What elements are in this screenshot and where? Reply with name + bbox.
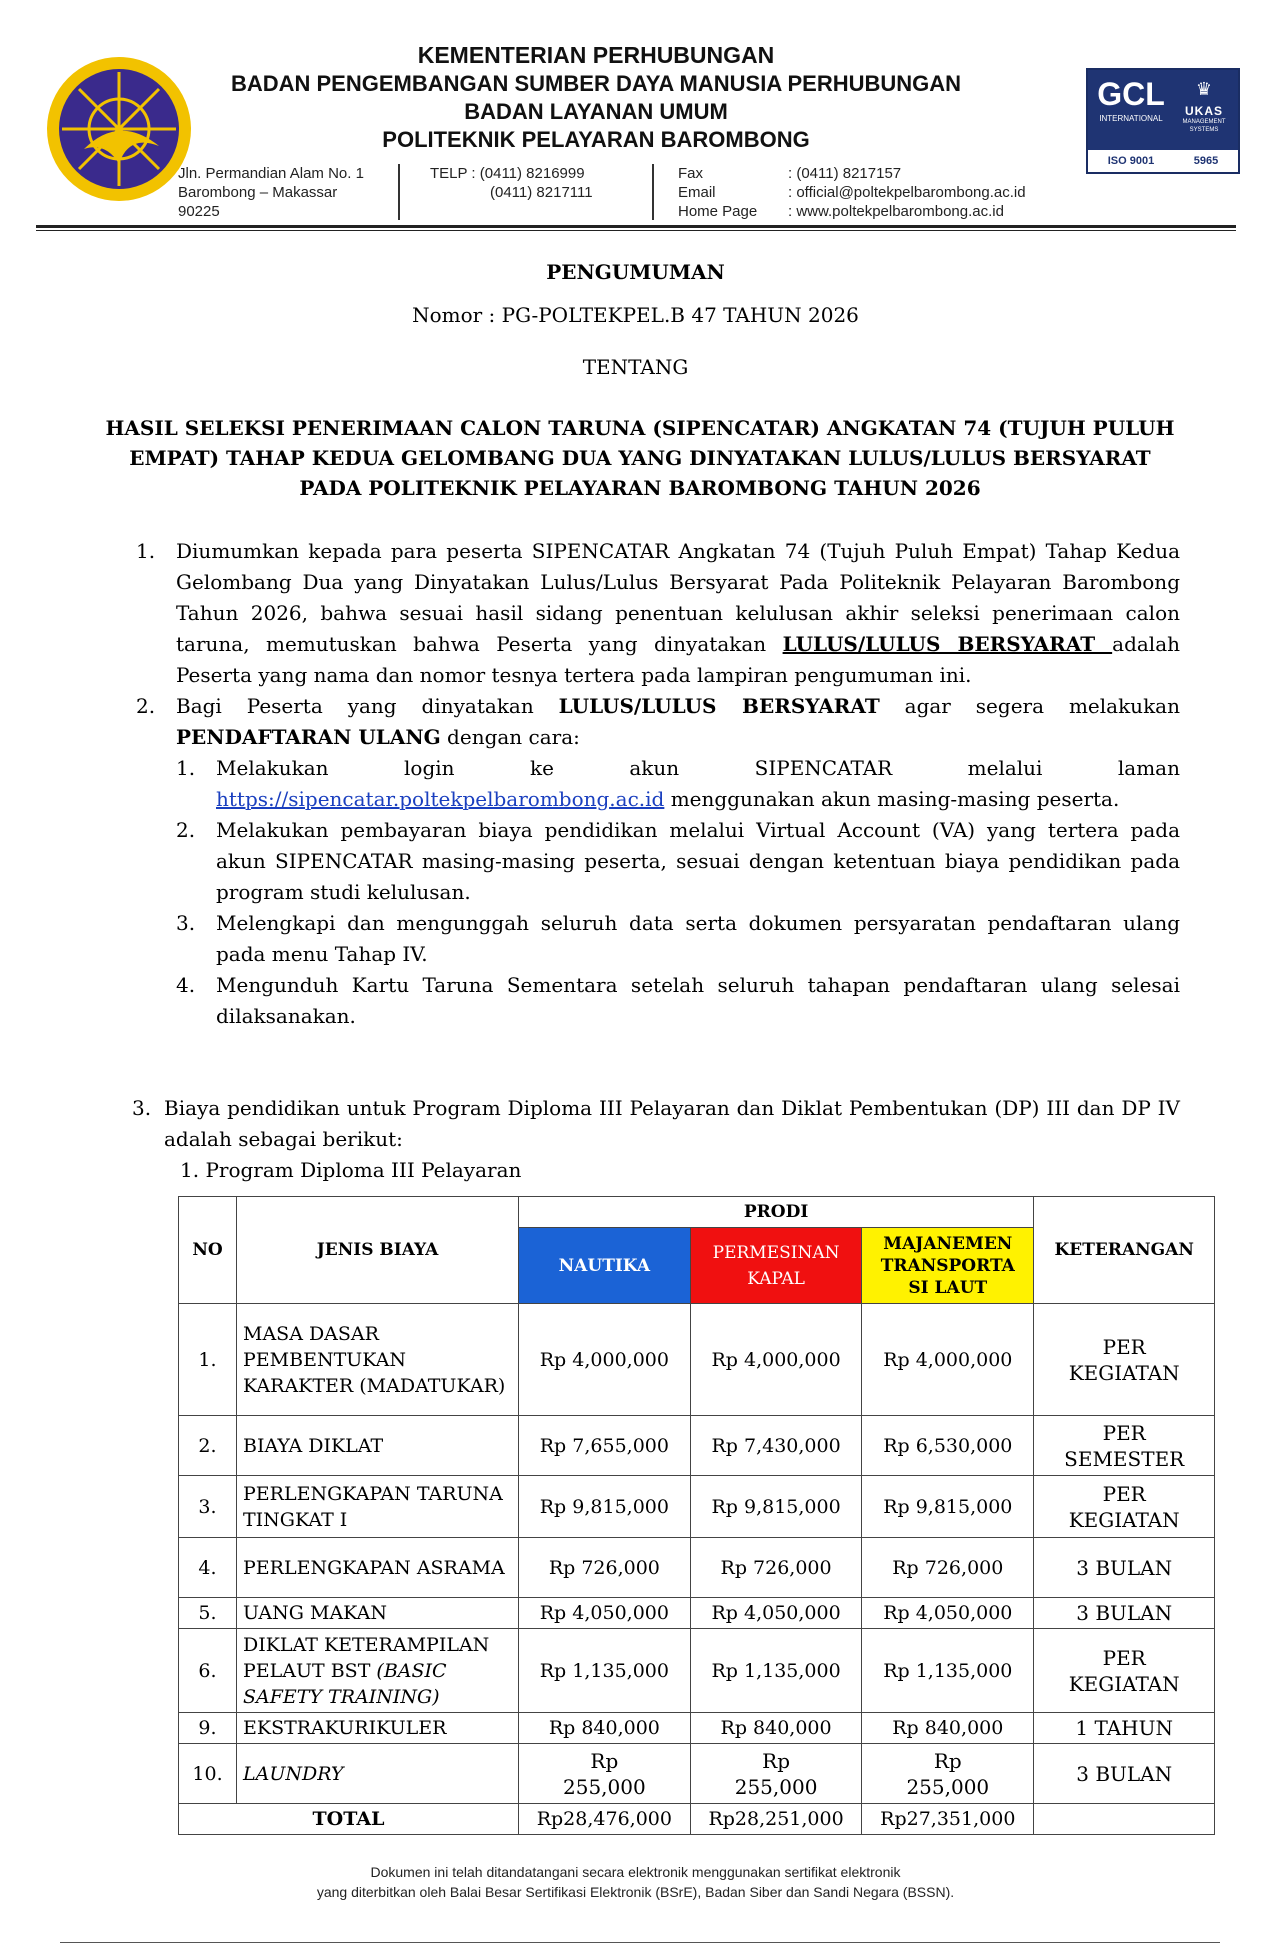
table-row: 9. EKSTRAKURIKULER Rp 840,000 Rp 840,000 Rp 840,000 1 TAHUN [179, 1713, 1215, 1744]
address-block: Jln. Permandian Alam No. 1 Barombong – Makassar 90225 [178, 165, 364, 220]
header-jenis: JENIS BIAYA [237, 1197, 519, 1304]
doc-tentang: TENTANG [582, 355, 689, 379]
table-row: 10. LAUNDRY Rp 255,000 Rp 255,000 Rp 255,000 3 BULAN [179, 1744, 1215, 1804]
table-row: 5. UANG MAKAN Rp 4,050,000 Rp 4,050,000 Rp 4,050,000 3 BULAN [179, 1598, 1215, 1629]
contact-values: : (0411) 8217157 : official@poltekpelbarombong.ac.id : www.poltekpelbarombong.ac.id [788, 165, 1026, 220]
table-row: 6. DIKLAT KETERAMPILAN PELAUT BST (BASIC SAFETY TRAINING) Rp 1,135,000 Rp 1,135,000 Rp 1,135,000 PER KEGIATAN [179, 1629, 1215, 1713]
doc-title: PENGUMUMAN [546, 260, 725, 284]
e-signature-note: Dokumen ini telah ditandatangani secara elektronik menggunakan sertifikat elektronik yang diterbitkan oleh Balai Besar Sertifikasi Elektronik (BSrE), Badan Siber dan Sandi Negara (BSSN). [316, 1864, 955, 1900]
paragraph-3: 3. Biaya pendidikan untuk Program Diploma III Pelayaran dan Diklat Pembentukan (DP) III dan DP IV adalah sebagai berikut: 1. Program Diploma III Pelayaran [132, 1093, 1180, 1186]
step-2: 2. Melakukan pembayaran biaya pendidikan melalui Virtual Account (VA) yang tertera pada akun SIPENCATAR masing-masing peserta, sesuai dengan ketentuan biaya pendidikan pada program studi kelulusan. [176, 818, 1180, 904]
ministry-name: KEMENTERIAN PERHUBUNGAN [417, 42, 775, 68]
table-row: 4. PERLENGKAPAN ASRAMA Rp 726,000 Rp 726,000 Rp 726,000 3 BULAN [179, 1538, 1215, 1598]
header-nautika: NAUTIKA [519, 1228, 691, 1304]
certification-badge [1086, 68, 1240, 174]
letterhead [36, 40, 1236, 230]
table-row: 3. PERLENGKAPAN TARUNA TINGKAT I Rp 9,815,000 Rp 9,815,000 Rp 9,815,000 PER KEGIATAN [179, 1476, 1215, 1538]
sipencatar-link[interactable]: https://sipencatar.poltekpelbarombong.ac.id [216, 787, 665, 811]
letterhead-title [191, 40, 1001, 154]
table-row: 1. MASA DASAR PEMBENTUKAN KARAKTER (MADATUKAR) Rp 4,000,000 Rp 4,000,000 Rp 4,000,000 PER KEGIATAN [179, 1304, 1215, 1416]
header-permesinan: PERMESINAN KAPAL [690, 1228, 862, 1304]
paragraph-1: 1. Diumumkan kepada para peserta SIPENCATAR Angkatan 74 (Tujuh Puluh Empat) Tahap Kedua Gelombang Dua yang Dinyatakan Lulus/Lulus Bersyarat Pada Politeknik Pelayaran Barombong Tahun 2026, bahwa sesuai hasil sidang penentuan kelulusan akhir seleksi penerimaan calon taruna, memutuskan bahwa Peserta yang dinyatakan LULUS/LULUS BERSYARAT adalah Peserta yang nama dan nomor tesnya tertera pada lampiran pengumuman ini. [136, 539, 1180, 687]
gcl-logo: GCL INTERNATIONAL [1097, 76, 1165, 123]
program-heading: 1. Program Diploma III Pelayaran [180, 1158, 522, 1182]
iso-strip: ISO 9001 5965 [1088, 150, 1238, 172]
step-1: 1. Melakukan login ke akun SIPENCATAR melalui laman https://sipencatar.poltekpelbarombong.ac.id menggunakan akun masing-masing peserta. [176, 756, 1180, 811]
ministry-logo-icon [44, 54, 194, 204]
header-prodi: PRODI [519, 1197, 1034, 1228]
institution-name: POLITEKNIK PELAYARAN BAROMBONG [382, 127, 810, 152]
step-4: 4. Mengunduh Kartu Taruna Sementara setelah seluruh tahapan pendaftaran ulang selesai dilaksanakan. [176, 973, 1180, 1028]
doc-subject: HASIL SELEKSI PENERIMAAN CALON TARUNA (SIPENCATAR) ANGKATAN 74 (TUJUH PULUH EMPAT) TAHAP KEDUA GELOMBANG DUA YANG DINYATAKAN LULUS/LULUS BERSYARAT PADA POLITEKNIK PELAYARAN BAROMBONG TAHUN 2026 [105, 416, 1175, 500]
ukas-logo: ♛ UKAS MANAGEMENT SYSTEMS [1182, 79, 1226, 133]
table-row: 2. BIAYA DIKLAT Rp 7,655,000 Rp 7,430,000 Rp 6,530,000 PER SEMESTER [179, 1416, 1215, 1476]
paragraph-2: 2. Bagi Peserta yang dinyatakan LULUS/LULUS BERSYARAT agar segera melakukan PENDAFTARAN ULANG dengan cara: 1. Melakukan login ke akun SIPENCATAR melalui laman https://sipencatar.poltekpelbarombong.ac.id menggunakan akun masing-masing peserta. 2. Melakukan pembayaran biaya pendidikan melalui Virtual Account (VA) yang tertera pada akun SIPENCATAR masing-masing peserta, sesuai dengan ketentuan biaya pendidikan pada program studi kelulusan. 3. Melengkapi dan mengunggah seluruh data serta dokumen persyaratan pendaftaran ulang pada menu Tahap IV. 4. Mengunduh Kartu Taruna Sementara setelah seluruh tahapan pendaftaran ulang selesai dilaksanakan. [136, 691, 1180, 1032]
contact-labels: Fax Email Home Page [678, 165, 758, 220]
phone-block: TELP : (0411) 8216999 (0411) 8217111 [430, 165, 593, 201]
fee-table [178, 1196, 1215, 1835]
doc-number: Nomor : PG-POLTEKPEL.B 47 TAHUN 2026 [412, 303, 859, 327]
announcement-body [136, 536, 1180, 1032]
step-3: 3. Melengkapi dan mengunggah seluruh data serta dokumen persyaratan pendaftaran ulang pada menu Tahap IV. [176, 911, 1180, 966]
agency-name: BADAN PENGEMBANGAN SUMBER DAYA MANUSIA PERHUBUNGAN [230, 71, 962, 96]
header-no: NO [179, 1197, 237, 1304]
unit-name: BADAN LAYANAN UMUM [464, 99, 728, 124]
total-row: TOTAL Rp28,476,000 Rp28,251,000 Rp27,351,000 [179, 1804, 1215, 1835]
header-majanemen: MAJANEMEN TRANSPORTA SI LAUT [862, 1228, 1034, 1304]
header-keterangan: KETERANGAN [1034, 1197, 1215, 1304]
